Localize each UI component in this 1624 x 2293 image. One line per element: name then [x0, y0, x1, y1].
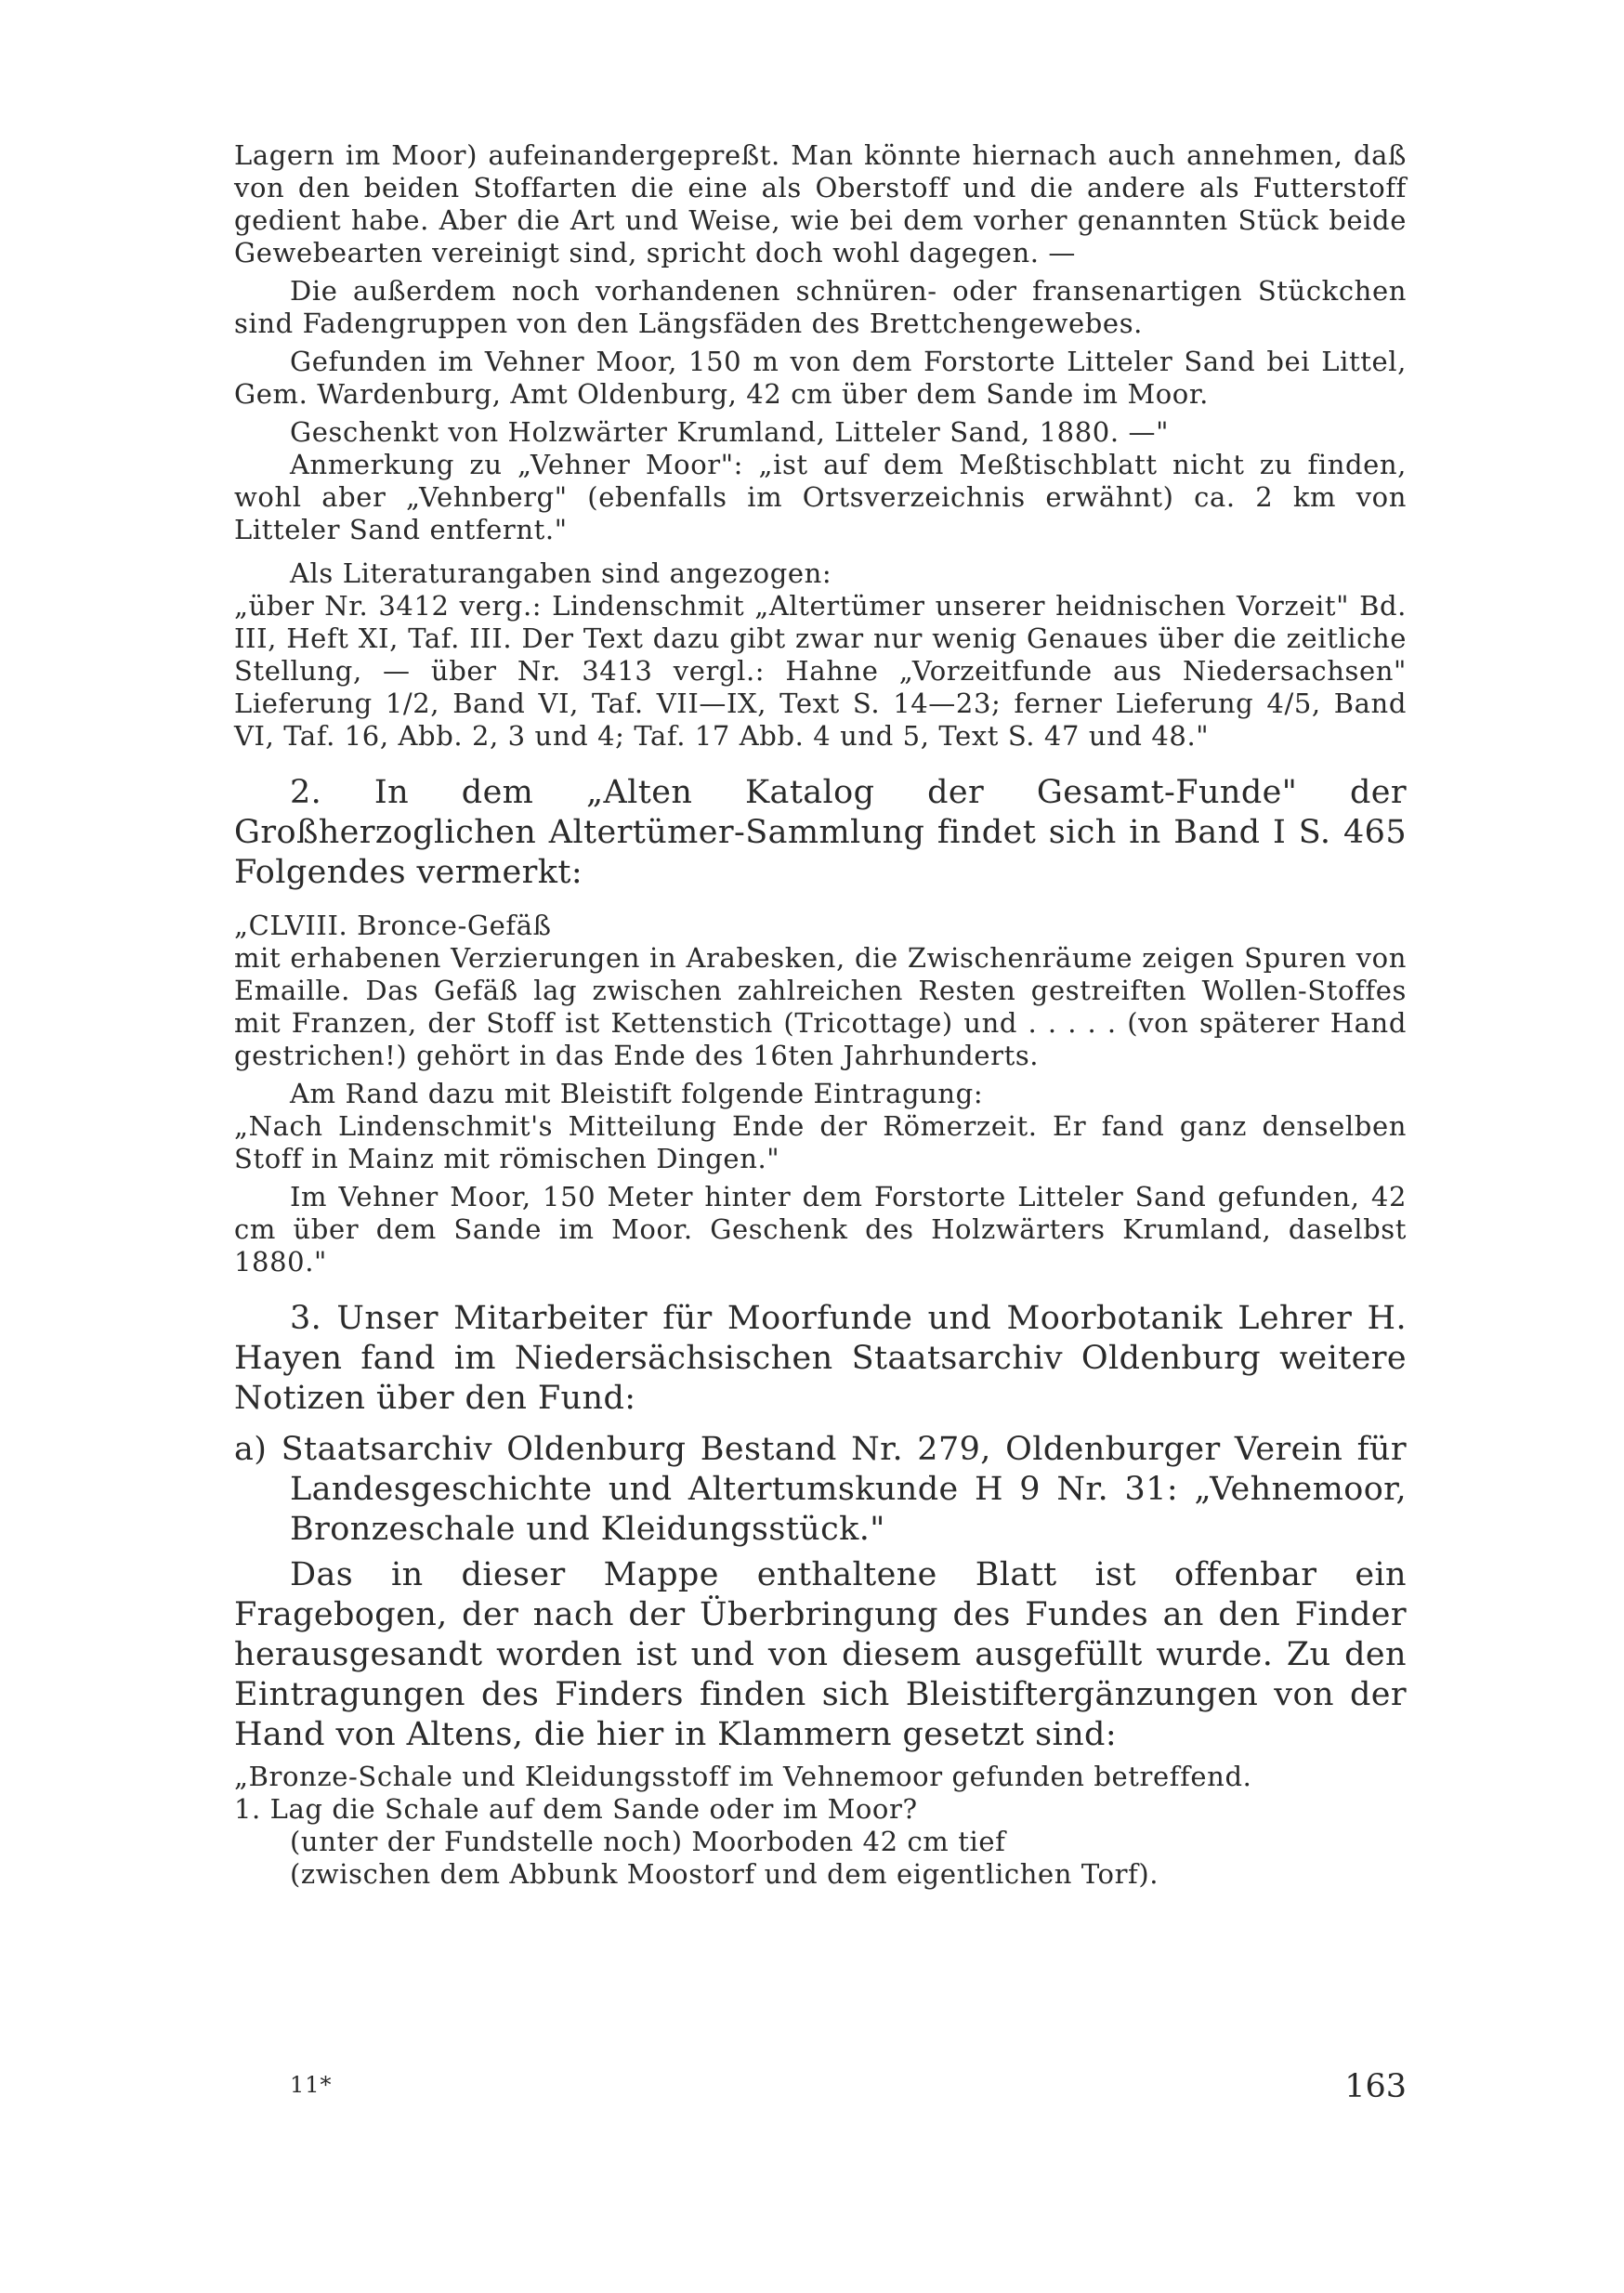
questionnaire-lines: [234, 1761, 1407, 1891]
paragraph-fragebogen: Das in dieser Mappe enthaltene Blatt ist offenbar ein Fragebogen, der nach der Überbringung des Fundes an den Finder herausgesandt worden ist und von diesem ausgefüllt wurde. Zu den Eintragungen des Finders finden sich Bleistiftergänzungen von der Hand von Altens, die hier in Klammern gesetzt sind:: [234, 1556, 1407, 1753]
catalog-entry-text: mit erhabenen Verzierungen in Arabesken, die Zwischenräume zeigen Spuren von Emaille. Das Gefäß lag zwischen zahlreichen Resten gestreiften Wollen-Stoffes mit Franzen, der Stoff ist Kettenstich (Tricottage) und . . . . . (von späterer Hand gestrichen!) gehört in das Ende des 16ten Jahrhunderts.: [234, 942, 1407, 1071]
catalog-entry-heading: „CLVIII. Bronce-Gefäß: [234, 910, 552, 941]
question-1: 1. Lag die Schale auf dem Sande oder im Moor?: [234, 1793, 918, 1825]
section-3-intro: 3. Unser Mitarbeiter für Moorfunde und Moorbotanik Lehrer H. Hayen fand im Niedersächsischen Staatsarchiv Oldenburg weitere Notizen über den Fund:: [234, 1300, 1407, 1417]
page-number: 163: [1344, 2068, 1407, 2105]
answer-1-note: (zwischen dem Abbunk Moostorf und dem eigentlichen Torf).: [290, 1858, 1159, 1890]
paragraph-vehner-moor: Im Vehner Moor, 150 Meter hinter dem Forstorte Litteler Sand gefunden, 42 cm über dem Sande im Moor. Geschenk des Holzwärters Krumland, daselbst 1880.": [234, 1181, 1407, 1278]
section-2-intro: 2. In dem „Alten Katalog der Gesamt-Funde" der Großherzoglichen Altertümer-Sammlung findet sich in Band I S. 465 Folgendes vermerkt:: [234, 774, 1407, 891]
paragraph-literatur-intro: Als Literaturangaben sind angezogen:: [290, 557, 832, 589]
paragraph-rand-eintragung: Am Rand dazu mit Bleistift folgende Eintragung:: [290, 1078, 984, 1109]
quote-lindenschmit: „Nach Lindenschmit's Mitteilung Ende der Römerzeit. Er fand ganz denselben Stoff in Mainz mit römischen Dingen.": [234, 1110, 1407, 1174]
paragraph-literatur: „über Nr. 3412 verg.: Lindenschmit „Altertümer unserer heidnischen Vorzeit" Bd. III, Heft XI, Taf. III. Der Text dazu gibt zwar nur wenig Genaues über die zeitliche Stellung, — über Nr. 3413 vergl.: Hahne „Vorzeitfunde aus Niedersachsen" Lieferung 1/2, Band VI, Taf. VII—IX, Text S. 14—23; ferner Lieferung 4/5, Band VI, Taf. 16, Abb. 2, 3 und 4; Taf. 17 Abb. 4 und 5, Text S. 47 und 48.": [234, 590, 1407, 752]
paragraph-fadengruppen: Die außerdem noch vorhandenen schnüren- oder fransenartigen Stückchen sind Fadengruppen von den Längsfäden des Brettchengewebes.: [234, 275, 1407, 339]
paragraph-anmerkung: Anmerkung zu „Vehner Moor": „ist auf dem Meßtischblatt nicht zu finden, wohl aber „Vehnberg" (ebenfalls im Ortsverzeichnis erwähnt) ca. 2 km von Litteler Sand entfernt.": [234, 449, 1407, 545]
text-column: [234, 139, 1407, 1891]
paragraph-geschenkt: Geschenkt von Holzwärter Krumland, Litteler Sand, 1880. —": [290, 416, 1170, 448]
item-a-staatsarchiv: a) Staatsarchiv Oldenburg Bestand Nr. 279, Oldenburger Verein für Landesgeschichte und Altertumskunde H 9 Nr. 31: „Vehnemoor, Bronzeschale und Kleidungsstück.": [234, 1431, 1407, 1548]
paragraph-fundort: Gefunden im Vehner Moor, 150 m von dem Forstorte Litteler Sand bei Littel, Gem. Wardenburg, Amt Oldenburg, 42 cm über dem Sande im Moor.: [234, 346, 1407, 410]
signature-mark: 11*: [290, 2072, 333, 2098]
paragraph-stoffarten: Lagern im Moor) aufeinandergepreßt. Man könnte hiernach auch annehmen, daß von den beiden Stoffarten die eine als Oberstoff und die andere als Futterstoff gedient habe. Aber die Art und Weise, wie bei dem vorher genannten Stück beide Gewebearten vereinigt sind, spricht doch wohl dagegen. —: [234, 139, 1407, 269]
answer-1: (unter der Fundstelle noch) Moorboden 42 cm tief: [290, 1826, 1006, 1857]
page-footer: [234, 2068, 1407, 2115]
questionnaire-title: „Bronze-Schale und Kleidungsstoff im Vehnemoor gefunden betreffend.: [234, 1761, 1252, 1792]
